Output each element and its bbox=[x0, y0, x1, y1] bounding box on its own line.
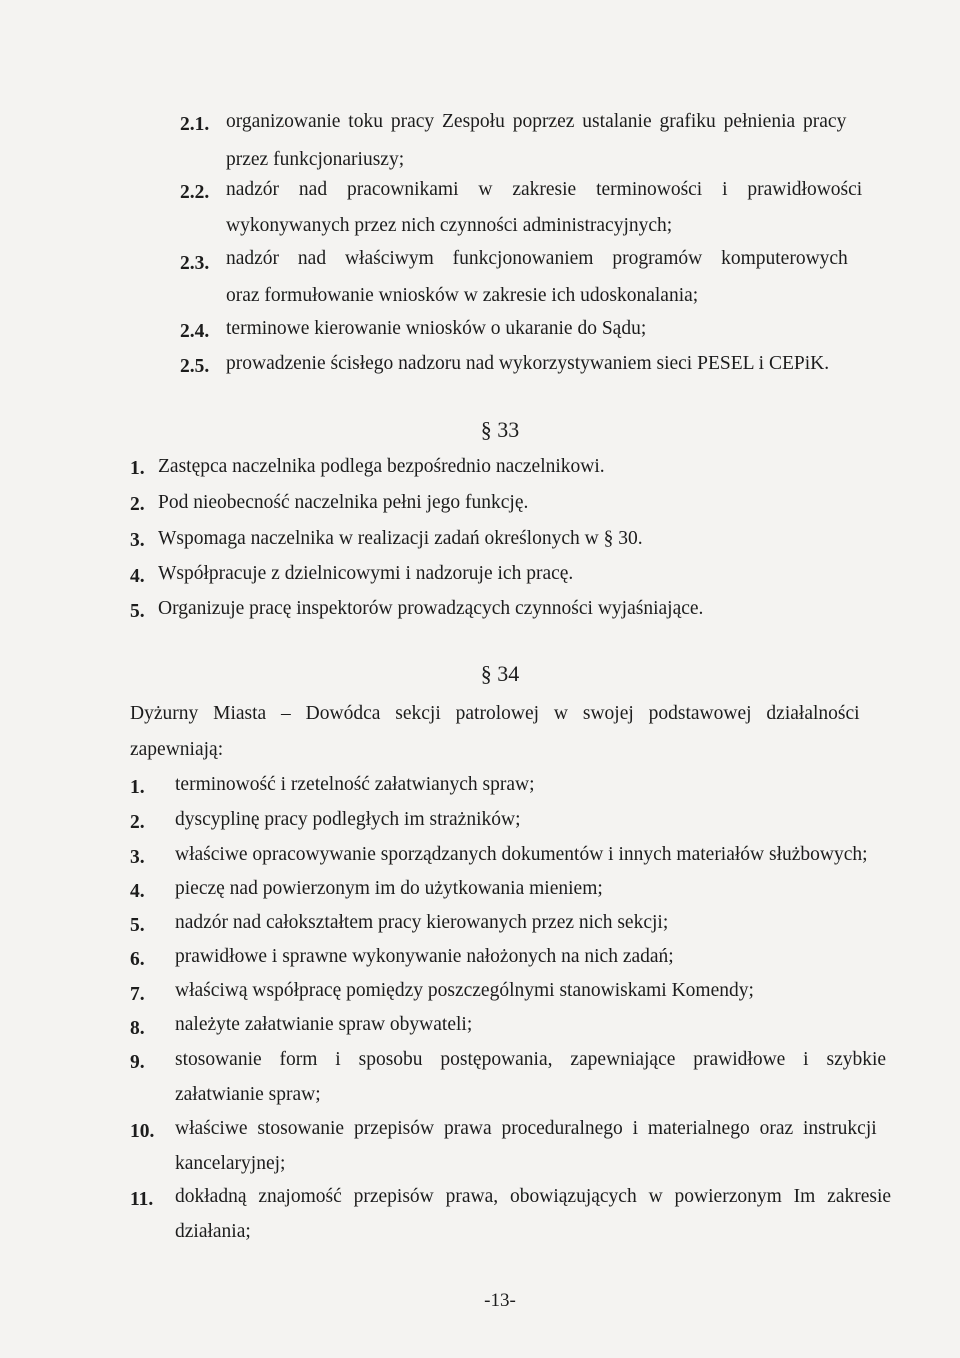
p34-item-8-number: 8. bbox=[130, 1018, 145, 1039]
p34-item-11-number: 11. bbox=[130, 1189, 154, 1210]
p34-item-1-text: terminowość i rzetelność załatwianych spraw; bbox=[175, 774, 535, 795]
p33-item-5-number: 5. bbox=[130, 601, 145, 622]
p33-item-3-text: Wspomaga naczelnika w realizacji zadań określonych w § 30. bbox=[158, 528, 643, 549]
item-2-5-line1: prowadzenie ścisłego nadzoru nad wykorzystywaniem sieci PESEL i CEPiK. bbox=[226, 353, 830, 374]
p33-item-4-text: Współpracuje z dzielnicowymi i nadzoruje ich pracę. bbox=[158, 563, 574, 584]
p34-item-6-number: 6. bbox=[130, 949, 145, 970]
item-2-2-number: 2.2. bbox=[180, 182, 210, 203]
p34-intro-line1: Dyżurny Miasta – Dowódca sekcji patrolowej w swojej podstawowej działalności bbox=[130, 703, 860, 724]
p33-item-2-number: 2. bbox=[130, 494, 145, 515]
section-33-heading: § 33 bbox=[480, 417, 520, 442]
item-2-1-line1: organizowanie toku pracy Zespołu poprzez ustalanie grafiku pełnienia pracy bbox=[226, 111, 847, 132]
item-2-1-line2: przez funkcjonariuszy; bbox=[226, 149, 405, 170]
item-2-4-number: 2.4. bbox=[180, 321, 210, 342]
item-2-3-line1: nadzór nad właściwym funkcjonowaniem programów komputerowych bbox=[226, 248, 848, 269]
p34-item-9-line1: stosowanie form i sposobu postępowania, zapewniające prawidłowe i szybkie bbox=[175, 1049, 887, 1070]
p34-item-2-text: dyscyplinę pracy podległych im strażników; bbox=[175, 809, 521, 830]
item-2-2-line1: nadzór nad pracownikami w zakresie terminowości i prawidłowości bbox=[226, 179, 863, 200]
item-2-5-number: 2.5. bbox=[180, 356, 210, 377]
p33-item-2-text: Pod nieobecność naczelnika pełni jego funkcję. bbox=[158, 492, 529, 513]
p34-item-9-number: 9. bbox=[130, 1052, 145, 1073]
p34-item-11-line2: działania; bbox=[175, 1221, 251, 1242]
p34-item-7-number: 7. bbox=[130, 984, 145, 1005]
item-2-4-line1: terminowe kierowanie wniosków o ukaranie do Sądu; bbox=[226, 318, 647, 339]
p34-intro-line2: zapewniają: bbox=[130, 739, 224, 760]
p34-item-7-text: właściwą współpracę pomiędzy poszczególnymi stanowiskami Komendy; bbox=[175, 980, 754, 1001]
p34-item-4-text: pieczę nad powierzonym im do użytkowania mieniem; bbox=[175, 878, 603, 899]
p34-item-4-number: 4. bbox=[130, 881, 145, 902]
p33-item-1-text: Zastępca naczelnika podlega bezpośrednio naczelnikowi. bbox=[158, 456, 605, 477]
section-34-heading: § 34 bbox=[480, 661, 520, 686]
item-2-3-number: 2.3. bbox=[180, 253, 210, 274]
p34-item-3-text: właściwe opracowywanie sporządzanych dokumentów i innych materiałów służbowych; bbox=[175, 844, 868, 865]
p33-item-5-text: Organizuje pracę inspektorów prowadzących czynności wyjaśniające. bbox=[158, 598, 704, 619]
p33-item-3-number: 3. bbox=[130, 530, 145, 551]
p34-item-2-number: 2. bbox=[130, 812, 145, 833]
item-2-1-text-line1 bbox=[226, 110, 854, 134]
p34-item-11-line1: dokładną znajomość przepisów prawa, obowiązujących w powierzonym Im zakresie bbox=[175, 1186, 892, 1207]
p34-item-10-line2: kancelaryjnej; bbox=[175, 1153, 286, 1174]
p33-item-1-number: 1. bbox=[130, 458, 145, 479]
page-number: -13- bbox=[484, 1290, 516, 1311]
p34-item-10-number: 10. bbox=[130, 1121, 155, 1142]
item-2-1-number: 2.1. bbox=[180, 114, 210, 135]
p34-item-5-text: nadzór nad całokształtem pracy kierowanych przez nich sekcji; bbox=[175, 912, 669, 933]
p34-item-8-text: należyte załatwianie spraw obywateli; bbox=[175, 1014, 473, 1035]
p34-item-3-number: 3. bbox=[130, 847, 145, 868]
p34-item-5-number: 5. bbox=[130, 915, 145, 936]
p34-item-6-text: prawidłowe i sprawne wykonywanie nałożonych na nich zadań; bbox=[175, 946, 674, 967]
p34-item-1-number: 1. bbox=[130, 777, 145, 798]
p34-item-10-line1: właściwe stosowanie przepisów prawa proceduralnego i materialnego oraz instrukcji bbox=[175, 1118, 877, 1139]
item-2-3-line2: oraz formułowanie wniosków w zakresie ich udoskonalania; bbox=[226, 285, 699, 306]
p34-item-9-line2: załatwianie spraw; bbox=[175, 1084, 321, 1105]
item-2-2-line2: wykonywanych przez nich czynności administracyjnych; bbox=[226, 215, 673, 236]
p33-item-4-number: 4. bbox=[130, 566, 145, 587]
